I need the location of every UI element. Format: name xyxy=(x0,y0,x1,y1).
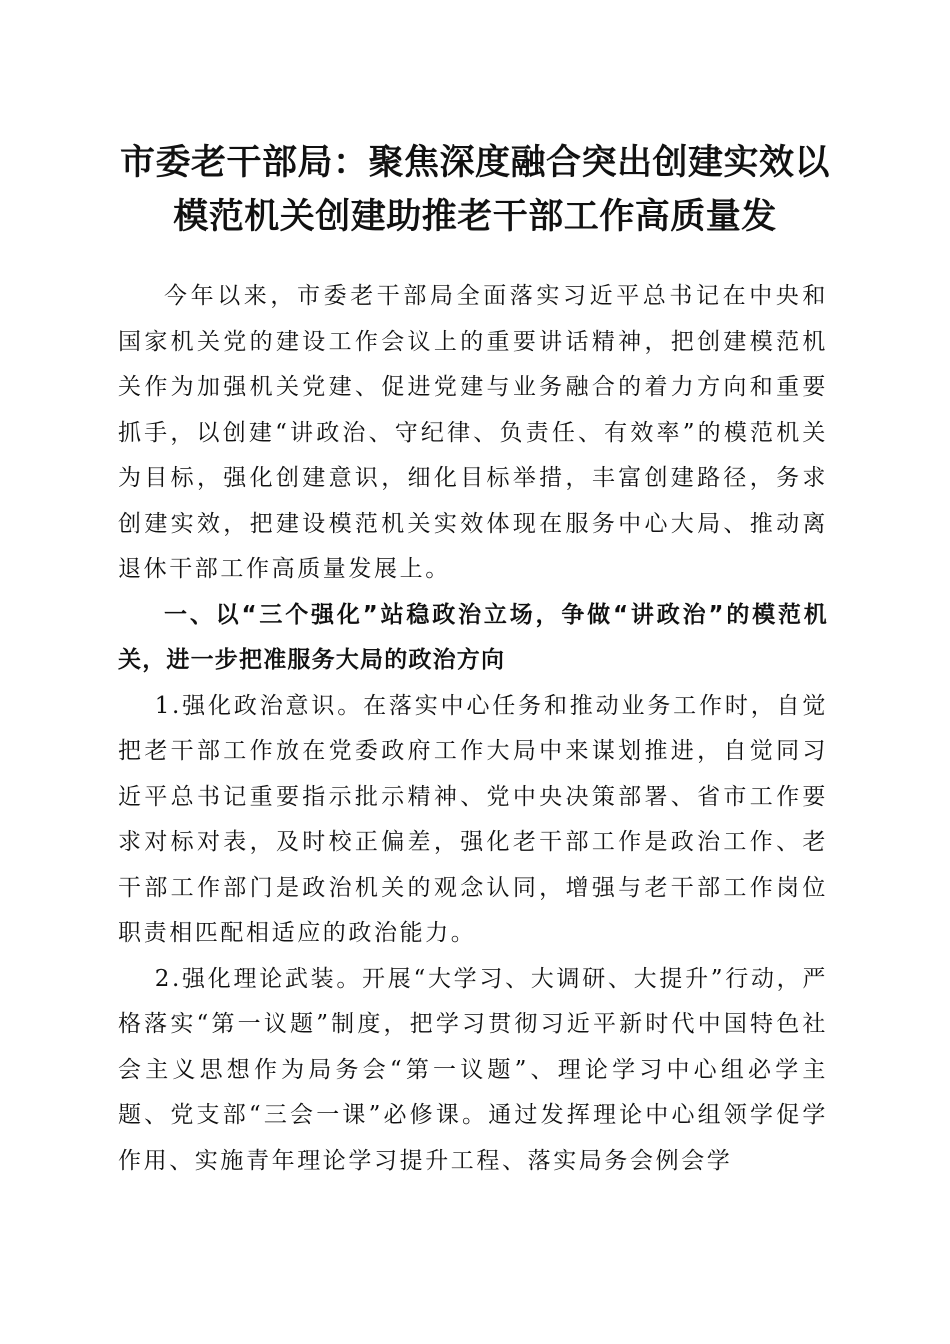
document-body xyxy=(118,274,828,1184)
intro-paragraph: 今年以来，市委老干部局全面落实习近平总书记在中央和国家机关党的建设工作会议上的重要讲话精神，把创建模范机关作为加强机关党建、促进党建与业务融合的着力方向和重要抓手，以创建“讲政治、守纪律、负责任、有效率”的模范机关为目标，强化创建意识，细化目标举措，丰富创建路径，务求创建实效，把建设模范机关实效体现在服务中心大局、推动离退休干部工作高质量发展上。 xyxy=(118,283,828,582)
item-paragraph-2: 2.强化理论武装。开展“大学习、大调研、大提升”行动，严格落实“第一议题”制度，把学习贯彻习近平新时代中国特色社会主义思想作为局务会“第一议题”、理论学习中心组必学主题、党支部“三会一课”必修课。通过发挥理论中心组领学促学作用、实施青年理论学习提升工程、落实局务会例会学 xyxy=(118,965,828,1174)
title-line-1: 市委老干部局：聚焦深度融合突出创建实效以 xyxy=(119,142,830,183)
document-title xyxy=(110,136,840,244)
item-paragraph-1: 1.强化政治意识。在落实中心任务和推动业务工作时，自觉把老干部工作放在党委政府工作大局中来谋划推进，自觉同习近平总书记重要指示批示精神、党中央决策部署、省市工作要求对标对表，及时校正偏差，强化老干部工作是政治工作、老干部工作部门是政治机关的观念认同，增强与老干部工作岗位职责相匹配相适应的政治能力。 xyxy=(118,692,828,946)
section-heading-1: 一、以“三个强化”站稳政治立场，争做“讲政治”的模范机关，进一步把准服务大局的政治方向 xyxy=(118,601,828,673)
title-line-2: 模范机关创建助推老干部工作高质量发 xyxy=(173,196,777,237)
